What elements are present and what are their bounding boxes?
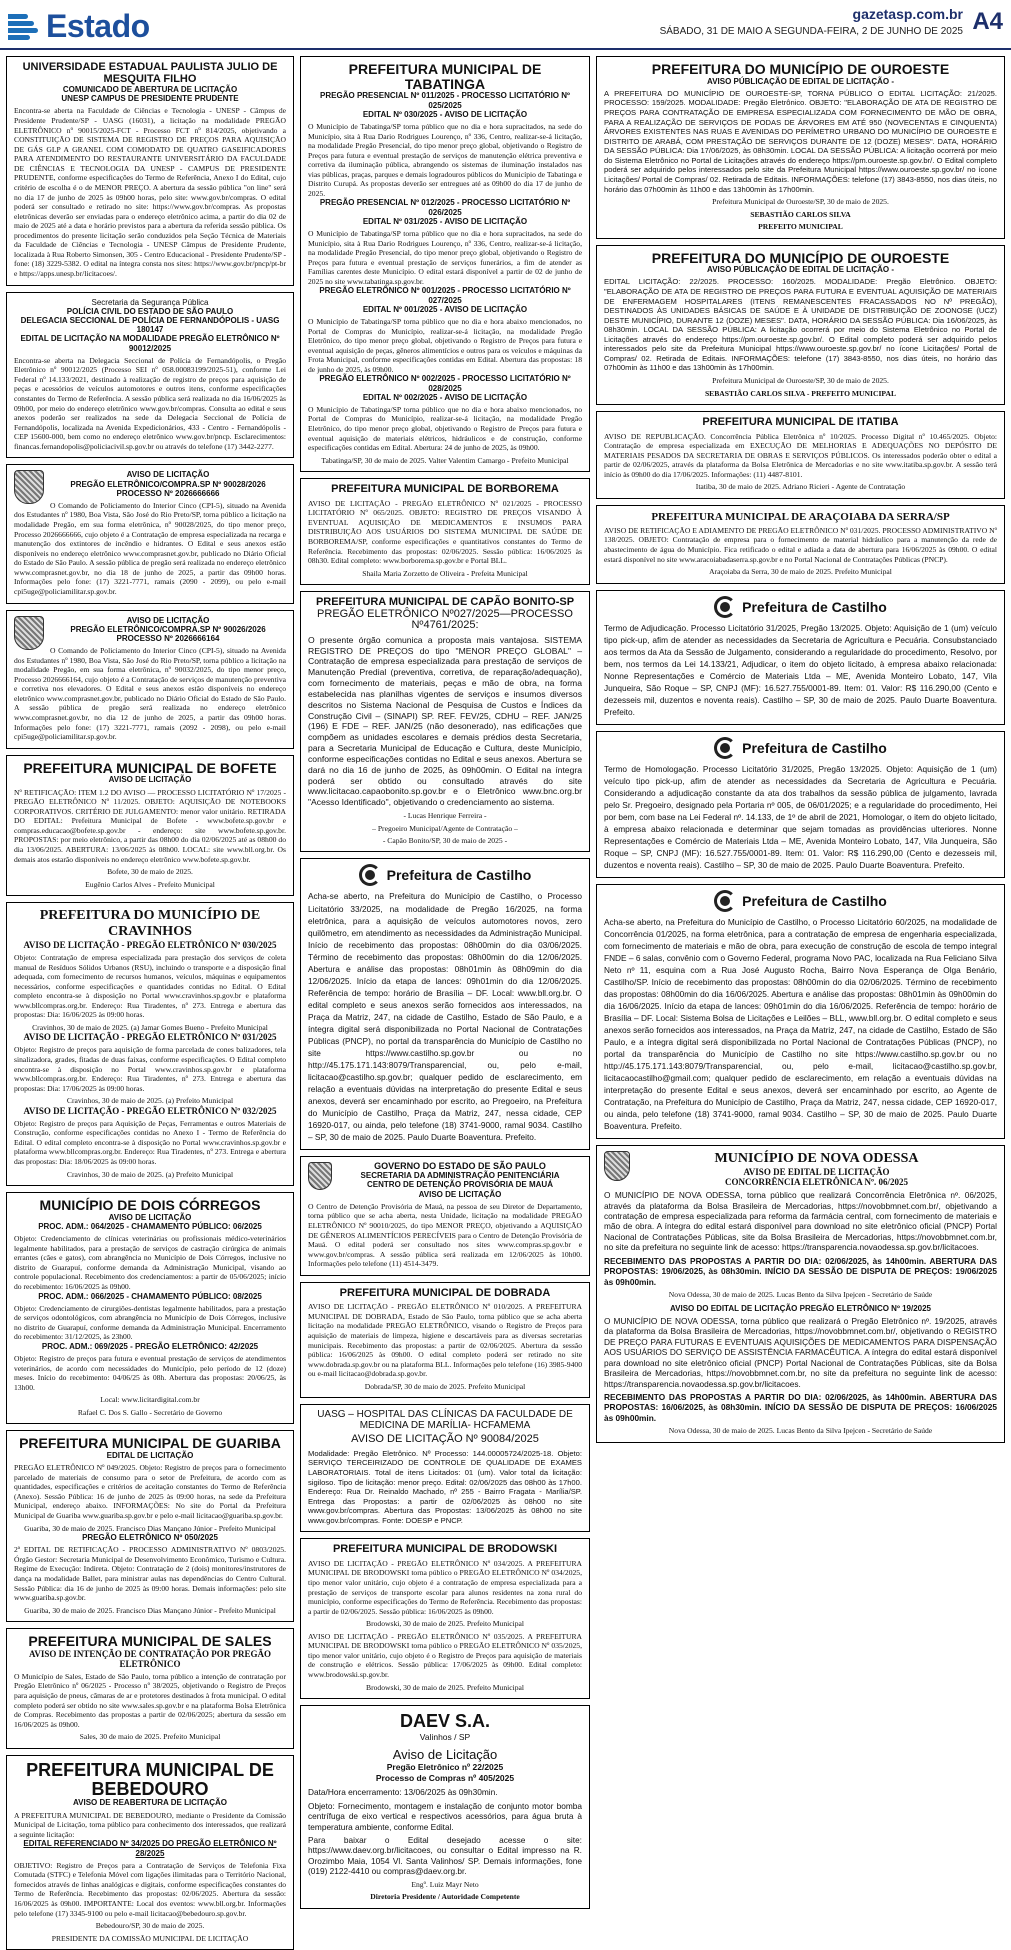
notice-signature: Cravinhos, 30 de maio de 2025. (a) Prefeito Municipal [66, 1169, 234, 1179]
notice-castilho-adjudicacao [596, 590, 1005, 725]
notice-title: PREFEITURA DO MUNICÍPIO DE CRAVINHOS [39, 908, 261, 940]
notice-signature: Tabatinga/SP, 30 de maio de 2025. Valter Valentim Camargo - Prefeito Municipal [321, 455, 569, 465]
castilho-logo-icon [714, 596, 736, 618]
notice-signature: Guariba, 30 de maio de 2025. Francisco Dias Mançano Júnior - Prefeito Municipal [24, 1523, 276, 1533]
notice-signature: – Pregoeiro Municipal/Agente de Contratação – [372, 823, 518, 833]
notice-ouroeste-2 [596, 245, 1005, 405]
notice-sales [6, 1628, 294, 1749]
castilho-logo-icon [714, 737, 736, 759]
notice-signature: Brodowski, 30 de maio de 2025. Prefeito Municipal [366, 1619, 524, 1629]
notice-title: Secretaria da Segurança Pública [91, 297, 209, 307]
notice-body: Objeto: Contratação de empresa especializada para prestação dos serviços de coleta manual de Resíduos Sólidos Urbanos (RSU), incluindo o transporte e a disposição final adequada, com fornecimento de recursos humanos, veículos, máquinas e equipamentos necessários, conforme especificações e quantidades contidas no Edital. O Edital completo encontra-se à disposição no Portal www.cravinhos.sp.gov.br e plataforma www.bllcompras.org.br. Endereço: Rua Tiradentes, nº 273. Entrega e abertura das propostas: Dia: 16/06/2025 às 09:00 horas. [14, 953, 286, 1020]
notice-body: Termo de Homologação. Processo Licitatório 31/2025, Pregão 13/2025. Objeto: Aquisição de 1 (um) veículo tipo pick-up, afim de atender as necessidades da Secretaria de Agricultura e Pecuária. Considerando a adjudicação constante da ata dos trabalhos da sessão pública de julgamento, lavrada pelo Sr. Pregoeiro, designado pela Portaria nº 005, de 06/01/2025; e a regularidade do procedimento, Hei por bem, com base na Lei Federal nº. 14.133, de 1º de abril de 2021, Homologar, o item do objeto licitado, à empresa abaixo relacionada e determinar que sejam tomadas as providências ulteriores. Nonne Representações e Comércio de Materiais Ltda – ME, Avenida Monteiro Lobato, 147, Vila Junqueira, São Roque – SP, CNPJ (MF): 16.527.755/0001-89. Item: 01. Valor: R$ 116.290,00 (Cento e dezesseis mil, duzentos e noventa reais). Castilho – SP, 30 de maio de 2025. Paulo Duarte Boaventura. Prefeito. [604, 763, 997, 870]
notice-signature: Nova Odessa, 30 de maio de 2025. Lucas Bento da Silva Ipejcen - Secretário de Saúde [668, 1290, 933, 1300]
site-url[interactable]: gazetasp.com.br [852, 6, 963, 22]
notice-title: AVISO DE LICITAÇÃO [126, 615, 210, 625]
notice-body: Objeto: Registro de preços para futura e eventual prestação de serviços de atendimentos veterinários, de acordo com necessidades do Município, pelo período de 12 (doze) meses. Início do recebimento: 04/06/25 às 08h. Abertura das propostas: 20/06/25, às 13h00. [14, 1354, 286, 1392]
notice-line: Processo de Compras nº 405/2025 [375, 1773, 515, 1784]
notice-body: Objeto: Registro de preços para Aquisição de Peças, Ferramentas e outros Materiais de Construção, conforme especificações contidas no Anexo I - Termo de Referência do Edital. O edital completo encontra-se à disposição no Portal www.cravinhos.sp.gov.br e plataforma www.bllcompras.org.br. Endereço: Rua Tiradentes, nº 273. Entrega e abertura das propostas: Dia: 18/06/2025 às 09:00 horas. [14, 1118, 286, 1167]
notice-subtitle: AVISO DO EDITAL DE LICITAÇÃO PREGÃO ELETRÔNICO Nº 19/2025 [669, 1303, 932, 1313]
notice-body: AVISO DE LICITAÇÃO - PREGÃO ELETRÔNICO Nº 034/2025. A PREFEITURA MUNICIPAL DE BRODOWSKI torna público o PREGÃO ELETRÔNICO Nº 034/2025, tipo menor valor unitário, cujo objeto é a contratação de empresa especializada para a prestação de serviços de transporte escolar para alunos residentes na zona rural do município, conforme especificações do Termo de Referência. Recebimento das propostas: a partir de 02/06/2025. Sessão pública: 16/06/2025 às 09h00. [308, 1558, 582, 1616]
notice-body: Objeto: Fornecimento, montagem e instalação de conjunto motor bomba centrífuga de eixo vertical e respectivos acessórios, para água bruta à temperatura ambiente, conforme Edital. [308, 1800, 582, 1832]
brand-name: Estado [46, 8, 150, 44]
notice-title: PREFEITURA MUNICIPAL DE BOFETE [23, 759, 277, 776]
notice-title: GOVERNO DO ESTADO DE SÃO PAULO [374, 1160, 546, 1171]
notice-body: AVISO DE LICITAÇÃO - PREGÃO ELETRÔNICO Nº 021/2025 - PROCESSO LICITATÓRIO Nº 065/2025. OBJETO: REGISTRO DE PREÇOS VISANDO À EVENTUAL AQUISIÇÃO DE MEDICAMENTOS E INSUMOS PARA DISTRIBUIÇÃO AOS USUÁRIOS DO SISTEMA MUNICIPAL DE SAÚDE DE BORBOREMA/SP, conforme especificações e quantitativos constantes do Termo de Referência. Recebimento das propostas: 02/06/2025. Sessão pública: 16/06/2025 às 08h30. Edital completo: www.borborema.sp.gov.br e Portal BLL. [308, 498, 582, 566]
notice-signature: Dobrada/SP, 30 de maio de 2025. Prefeito Municipal [364, 1381, 526, 1391]
city-crest-icon [604, 1151, 630, 1181]
notice-title: UNIVERSIDADE ESTADUAL PAULISTA JULIO DE MESQUITA FILHO [22, 61, 278, 85]
notice-body: O Centro de Detenção Provisória de Mauá, na pessoa de seu Diretor de Departamento, torna público que se acha aberta, nesta Unidade, licitação na modalidade PREGÃO ELETRÔNICO Nº 90010/2025, do tipo MENOR PREÇO, objetivando a AQUISIÇÃO DE GÊNEROS ALIMENTÍCIOS PERECÍVEIS para o Centro de Detenção Provisória de Mauá. O edital poderá ser consultado nos sites www.compras.sp.gov.br e www.gov.br/compras. A sessão pública será realizada em 12/06/2025 às 10h00. Informações pelo telefone (11) 4514-3479. [308, 1201, 582, 1269]
police-crest-icon [14, 616, 44, 650]
notice-body: O Município de Sales, Estado de São Paulo, torna público a intenção de contratação por Pregão Eletrônico nº 06/2025 - Processo nº 38/2025, objetivando o Registro de Preços para aquisição de pneus, câmaras de ar e protetores destinados à frota municipal. O edital completo poderá ser obtido no site www.sales.sp.gov.br e na plataforma Bolsa Eletrônica de Compras. Recebimento das propostas a partir de 02/06/2025; abertura da sessão em 16/06/2025 às 09h00. [14, 1671, 286, 1729]
notice-daev [300, 1705, 590, 1909]
notice-body: A PREFEITURA DO MUNICÍPIO DE OUROESTE-SP, TORNA PÚBLICO O EDITAL LICITAÇÃO: 21/2025. PROCESSO: 159/2025. MODALIDADE: Pregão Eletrônico. OBJETO: "ELABORAÇÃO DE ATA DE REGISTRO DE PREÇOS PARA CONTRATAÇÃO DE EMPRESA ESPECIALIZADA COM FORNECIMENTO DE MÃO DE OBRA, PARA A REALIZAÇÃO DE SERVIÇOS DE PODAS DE ÁRVORES EM ATÉ 950 (NOVECENTAS E CINQUENTA) ÁRVORES EXISTENTES NAS RUAS E AVENIDAS DO PERÍMETRO URBANO DO MUNICÍPIO DE OUROESTE E DISTRITO DE ARABÁ, COM PRESTAÇÃO DE SERVIÇOS DURANTE DE 12 (DOZE) MESES". DATA, HORÁRIO DA SESSÃO PÚBLICA: Dia 17/06/2025, às 08h30min. LOCAL DA SESSÃO PÚBLICA: A licitação ocorrerá por meio do Sistema Eletrônico no Portal de Licitações através do endereço https://pm.ouroeste.sp.gov.br/. O Edital completo poderá ser adquirido pelos interessados pelo site da Prefeitura Municipal https://www.ouroeste.sp.gov.br/ no ícone Licitações/ Portal de Compras/ 02. Retirada de Editais. INFORMAÇÕES: telefone (17) 3843-8550, nos dias úteis, no horário das 07h00min às 11h00 e das 13h00min às 17h00min. [604, 88, 997, 194]
notice-body: Termo de Adjudicação. Processo Licitatório 31/2025, Pregão 13/2025. Objeto: Aquisição de 1 (um) veículo tipo pick-up, afim de atender as necessidades da Secretaria de Agricultura e Pecuária. Consubstanciado aos termos da Ata da Sessão de Julgamento, considerando a regularidade do procedimento, Resolvo, por bem, nos termos da Lei 14.133/21, Adjudicar, o item do objeto licitado, à empresa abaixo relacionada: Nonne Representações e Comércio de Materiais Ltda – ME, Avenida Monteiro Lobato, 147, Vila Junqueira, São Roque – SP, CNPJ (MF): 16.527.755/0001-89. Item: 01. Valor: R$ 116.290,00 (Cento e dezesseis mil, duzentos e noventa reais). Castilho – SP, 30 de maio de 2025. Paulo Duarte Boaventura. Prefeito. [604, 622, 997, 717]
notice-subtitle: PROC. ADM.: 064/2025 - CHAMAMENTO PÚBLICO: 06/2025 [38, 1221, 262, 1231]
notice-subtitle: PREGÃO ELETRÔNICO Nº 050/2025 [82, 1533, 218, 1543]
notice-pm-2 [6, 610, 294, 749]
notice-hcfamema [300, 1404, 590, 1532]
notice-subtitle: PREGÃO ELETRÔNICO/COMPRA.SP Nº 90026/2026 [70, 624, 266, 634]
notice-body: Acha-se aberto, na Prefeitura do Município de Castilho, o Processo Licitatório 33/2025, na modalidade de Pregão 16/2025, na forma eletrônica, para a aquisição de veículos automotores novos, zero quilômetro, em atendimento as necessidades da Administração Municipal. Início de recebimento das propostas: 08h00min do dia 03/06/2025. Término de recebimento das propostas: 08h00min do dia 12/06/2025. Abertura e análise das propostas: 08h01min às 08h09min do dia 12/06/2025. Início da etapa de lances: 09h01min do dia 12/06/2025. Referência de tempo: horário de Brasília – DF. Local: www.bll.org.br. O edital completo e seus anexos serão fornecidos aos interessados, na Praça da Matriz, 247, na cidade de Castilho, Estado de São Paulo, e a íntegra digital será disponibilizada no Portal Nacional de Contratações Públicas (PNCP), no portal da transparência do Município de Castilho no site https://www.castilho.sp.gov.br ou no http://45.175.171.143:8079/Transparencial, ou, pelo e-mail, licitacao@castilho.sp.gov.br; qualquer pedido de esclarecimento, em relação a eventuais dúvidas na interpretação do presente Edital e seus anexos, deverá ser encaminhado por escrito, ao Pregoeiro, na Prefeitura do Município de Castilho, Praça da Matriz, 247, nessa cidade, CEP 16920-017, ou ainda, pelo telefone (18) 3741-9000, ramal 9034. Castilho – SP, 30 de maio de 2025. Paulo Duarte Boaventura. Prefeito. [308, 891, 582, 1142]
notice-signature: Guariba, 30 de maio de 2025. Francisco Dias Mançano Júnior - Prefeito Municipal [24, 1605, 276, 1615]
page-number: A4 [972, 8, 1003, 35]
notice-title: AVISO DE LICITAÇÃO [126, 470, 210, 480]
notice-subtitle: AVISO DE LICITAÇÃO [418, 1189, 502, 1199]
castilho-logo-icon [714, 890, 736, 912]
notice-body: AVISO DE REPUBLICAÇÃO. Concorrência Pública Eletrônica nº 10/2025. Processo Digital nº 10.465/2025. Objeto: Contratação de empresa especializada em EXECUÇÃO DE MELHORIAS E ADEQUAÇÕES NO DEPÓSITO DE MATERIAIS PESADOS DA SECRETARIA DE OBRAS E SERVIÇOS PÚBLICOS. Os interessados poderão obter o edital a partir de 02/06/2025, através da plataforma da Bolsa Eletrônica de Mercadorias e no site www.itatiba.sp.gov.br. A sessão terá início às 09h00 do dia 17/06/2025. Informações: (11) 4487-8101. [604, 431, 997, 479]
notice-nova-odessa [596, 1145, 1005, 1443]
notice-seguranca [6, 292, 294, 459]
notice-title: UASG – HOSPITAL DAS CLÍNICAS DA FACULDADE DE MEDICINA DE MARÍLIA- HCFAMEMA [317, 1409, 573, 1431]
notice-subtitle: PREGÃO ELETRÔNICO Nº 002/2025 - PROCESSO LICITATÓRIO Nº 028/2025 [319, 374, 571, 393]
notice-dobrada [300, 1282, 590, 1399]
state-crest-icon [308, 1162, 332, 1190]
notice-brodowski [300, 1538, 590, 1699]
notice-signature: Rafael C. Dos S. Gallo - Secretário de Governo [77, 1407, 223, 1417]
notice-subtitle: COMUNICADO DE ABERTURA DE LICITAÇÃO [62, 85, 238, 95]
notice-guariba [6, 1430, 294, 1622]
notice-subtitle: EDITAL DE LICITAÇÃO NA MODALIDADE PREGÃO ELETRÔNICO Nº 90012/2025 [20, 334, 280, 353]
notice-title: Prefeitura de Castilho [742, 892, 887, 909]
police-crest-icon [14, 470, 44, 504]
notice-signature: Diretoria Presidente / Autoridade Competente [370, 1892, 520, 1902]
notice-signature: PREFEITO MUNICIPAL [758, 222, 843, 232]
notice-castilho-homologacao [596, 731, 1005, 878]
notice-body: Objeto: Credenciamento de cirurgiões-dentistas legalmente habilitados, para a prestação de serviços odontológicos, com abrangência no Município de Dois Córregos, inclusive no distrito de Guarapuí, conforme demanda da Administração Municipal. Encerramento do recebimento: 31/12/2025, às 23h00. [14, 1303, 286, 1342]
notice-subtitle: AVISO DE LICITAÇÃO - PREGÃO ELETRÔNICO Nº 031/2025 [23, 1032, 277, 1043]
notice-subtitle: CONCORRÊNCIA ELETRÔNICA Nº. 06/2025 [725, 1177, 908, 1188]
notice-title: PREFEITURA DO MUNICÍPIO DE OUROESTE [651, 61, 950, 77]
notice-body: O MUNICÍPIO DE NOVA ODESSA, torna público que realizará Concorrência Eletrônica nº. 06/2025, através da plataforma da Bolsa Brasileira de Mercadorias, https://novobbmnet.com.br/, objetivando a contratação de empresa especializada para reforma da farmácia central, com fornecimento de materiais e mão de obra. A íntegra do edital estará disponível para download no site eletrônico oficial (PNCP) Portal Nacional de Contratações Públicas, site da Bolsa Brasileira de Mercadorias, https://novobbmnet.com.br, no site da prefeitura no seguinte link de acesso: https://transparencia.novaodessa.sp.gov.br/licitacoes. [604, 1190, 997, 1253]
notice-signature: SEBASTIÃO CARLOS SILVA - PREFEITO MUNICIPAL [704, 388, 897, 398]
notice-ouroeste-1 [596, 56, 1005, 239]
castilho-logo-icon [359, 864, 381, 886]
notice-subtitle: EDITAL Nº 002/2025 - AVISO DE LICITAÇÃO [362, 392, 528, 402]
notice-body: EDITAL LICITAÇÃO: 22/2025. PROCESSO: 160/2025. MODALIDADE: Pregão Eletrônico. OBJETO: "ELABORAÇÃO DE ATA DE REGISTRO DE PREÇOS PARA FUTURA E EVENTUAL AQUISIÇÃO DE MATERIAIS DE ENFERMAGEM HOSPITALARES (ITENS REMANESCENTES FRACASSADOS NO Nº PREGÃO), DESTINADOS ÀS UNIDADES BÁSICAS DE SAÚDE E À UNIDADE DE DISTRIBUIÇÃO DE ZOONOSE (UCZ) DESTE MUNICÍPIO, DURANTE 12 (DOZE) MESES". DATA, HORÁRIO DA SESSÃO PÚBLICA: Dia 16/06/2025, às 08h30min. LOCAL DA SESSÃO PÚBLICA: A licitação ocorrerá por meio do Sistema Eletrônico no Portal de Licitações através do endereço https://pm.ouroeste.sp.gov.br/. O Edital completo poderá ser adquirido pelos interessados pelo site da Prefeitura Municipal https://www.ouroeste.sp.gov.br/ no ícone Licitações/ Portal de Compras/ 02. Retirada de Editais. INFORMAÇÕES: telefone (17) 3843-8550, nos dias úteis, no horário das 07h00min às 11h00 e das 13h00min às 17h00min. [604, 277, 997, 373]
notice-body: RECEBIMENTO DAS PROPOSTAS A PARTIR DO DIA: 02/06/2025, às 14h00min. ABERTURA DAS PROPOSTAS: 16/06/2025, às 08h30min. INÍCIO DA SESSÃO DE DISPUTA DE PREÇOS: 16/06/2025 às 09h00min. [604, 1392, 997, 1423]
notice-body: A PREFEITURA MUNICIPAL DE BEBEDOURO, mediante o Presidente da Comissão Municipal de Licitação, torna público para conhecimento dos interessados, que realizará a seguinte licitação: [14, 1810, 286, 1839]
notice-subtitle: POLÍCIA CIVIL DO ESTADO DE SÃO PAULO [66, 306, 234, 316]
notice-signature: Eugênio Carlos Alves - Prefeito Municipal [85, 879, 215, 889]
notice-title: PREFEITURA MUNICIPAL DE SALES [28, 1633, 272, 1650]
notice-title: PREFEITURA DO MUNICÍPIO DE OUROESTE [651, 249, 950, 266]
notice-unesp [6, 56, 294, 286]
notice-subtitle: AVISO DE EDITAL DE LICITAÇÃO [743, 1167, 890, 1178]
notice-signature: Itatiba, 30 de maio de 2025. Adriano Ricieri - Agente de Contratação [695, 482, 906, 492]
notice-signature: Brodowski, 30 de maio de 2025. Prefeito Municipal [366, 1682, 524, 1692]
notice-body: Para baixar o Edital desejado acesse o site: https://www.daev.org.br/licitacoes, ou consultar o Edital impresso na R. Orozimbo Maia, 1054 Vl. Santa Valinhos/ SP. Demais informações, fone (019) 2122-4410 ou compras@daev.org.br. [308, 1834, 582, 1877]
notice-body: O MUNICÍPIO DE NOVA ODESSA, torna público que realizará o Pregão Eletrônico nº. 19/2025, através da plataforma da Bolsa Brasileira de Mercadorias, https://novobbmnet.com.br/, objetivando o REGISTRO DE PREÇO PARA FUTURAS E EVENTUAIS AQUISIÇÕES DE MEDICAMENTOS PARA DISPENSAÇÃO AOS USUÁRIOS DO SERVIÇO DE ASSISTÊNCIA FARMACÊUTICA. A íntegra do edital estará disponível para download no site eletrônico oficial (PNCP) Portal Nacional de Contratações Públicas, site da Bolsa Brasileira de Mercadorias, https://novobbmnet.com.br, no site da prefeitura no seguinte link de acesso: https://transparencia.novaodessa.sp.gov.br/licitacoes. [604, 1315, 997, 1389]
notice-title: PREFEITURA MUNICIPAL DE GUARIBA [19, 1435, 281, 1452]
notice-subtitle: AVISO DE LICITAÇÃO [108, 1212, 192, 1222]
notice-dois-corregos [6, 1192, 294, 1424]
notice-subtitle: EDITAL REFERENCIADO Nº 34/2025 DO PREGÃO ELETRÔNICO Nº 28/2025 [23, 1839, 277, 1858]
notice-title: Prefeitura de Castilho [386, 867, 532, 884]
notice-signature: - Lucas Henrique Ferreira - [403, 811, 487, 821]
notice-title: PREFEITURA MUNICIPAL DE ARAÇOIABA DA SERRA/SP [651, 510, 950, 523]
notice-title: PREFEITURA MUNICIPAL DE CAPÃO BONITO-SP [315, 596, 575, 609]
notice-signature: - Capão Bonito/SP, 30 de maio de 2025 - [382, 836, 508, 845]
notice-bebedouro [6, 1755, 294, 1950]
notice-signature: Cravinhos, 30 de maio de 2025. (a) Jamar Gomes Bueno - Prefeito Municipal [32, 1023, 268, 1032]
notice-subtitle: AVISO DE REABERTURA DE LICITAÇÃO [72, 1798, 228, 1808]
notice-title: PREFEITURA MUNICIPAL DE BORBOREMA [331, 483, 559, 496]
notice-body: O presente órgão comunica a proposta mais vantajosa. SISTEMA REGISTRO DE PREÇOS do tipo "MENOR PREÇO GLOBAL" – Contratação de empresa especializada para prestação de serviços de Manutenção Predial (preventiva, corretiva, de reparação/adequação), com fornecimento de materiais, peças e mão de obra, na forma estabelecida nas planilhas vigentes de serviços e insumos diversos descritos no Sistema Nacional de Pesquisa de Custos e Índices da Construção Civil – (SINAPI) SP. REF. FEV/25, CDHU – REF. JAN/25 (196) E FDE – REF. JAN/25 (não desonerado), nas edificações que compõem as unidades escolares e demais prédios desta Secretaria, para a Secretaria Municipal de Educação e Cultura, deste Município, conforme especificações contidas no Edital e seus anexos. Abertura se dará no dia 16 de junho de 2025, às 09h00min. O Edital na íntegra poderá ser obtido ou consultado através do site www.licitacao.capaobonito.sp.gov.br e o Eletrônico www.bnc.org.br "Acesso Identificado", objetivando o credenciamento ao sistema. [308, 634, 582, 808]
notice-castilho-pregao [300, 858, 590, 1149]
castilho-header [604, 737, 997, 759]
notice-body: AVISO DE LICITAÇÃO - PREGÃO ELETRÔNICO Nº 010/2025. A PREFEITURA MUNICIPAL DE DOBRADA, Estado de São Paulo, torna público que se acha aberta licitação na modalidade PREGÃO ELETRÔNICO, visando o Registro de Preços para aquisição de materiais de limpeza, higiene e descartáveis para as diversas secretarias municipais. Recebimento das propostas: a partir de 02/06/2025. Abertura da sessão pública: 16/06/2025 às 09h00. O edital completo poderá ser retirado no site www.dobrada.sp.gov.br ou na plataforma BLL. Informações pelo telefone (16) 3985-9400 ou e-mail licitacao@dobrada.sp.gov.br. [308, 1302, 582, 1379]
notice-title: Prefeitura de Castilho [742, 598, 887, 615]
notice-body: Encontra-se aberta na Delegacia Seccional de Polícia de Fernandópolis, o Pregão Eletrônico nº 90012/2025 (Processo SEI nº 058.00083199/2025-51), conforme Lei Federal nº 14.133/2021, destinado à realização de registro de preços para aquisição de peças e acessórios de veículos automotores e outros itens, conforme especificações constantes do Termo de Referência. A sessão pública será realizada no dia 16/06/2025 às 09h00, por meio do endereço eletrônico www.gov.br/compras. Consulta ao edital e seus anexos poderão ser realizados na sede da Delegacia Seccional de Polícia de Fernandópolis, localizada na Avenida Expedicionários, 433 - Centro - Fernandópolis - CEP 15600-000, bem como no endereço eletrônico www.gov.br/pncp. Esclarecimentos: financas.fernandopolis@policiacivil.sp.gov.br ou através do telefone (17) 3442-2277. [14, 355, 286, 451]
notice-signature: Araçoiaba da Serra, 30 de maio de 2025. Prefeito Municipal [709, 567, 892, 577]
notice-subtitle: PREGÃO PRESENCIAL Nº 012/2025 - PROCESSO LICITATÓRIO Nº 026/2025 [319, 198, 571, 217]
notice-body: PREGÃO ELETRÔNICO Nº 049/2025. Objeto: Registro de preços para o fornecimento parcelado de materiais de consumo para o setor de Prefeitura, de acordo com as quantidades, especificações e critérios de aceitação constantes do Termo de Referência (Anexo). Sessão Pública: 16 de junho de 2025 às 09:00 horas, na sede da Prefeitura Municipal, endereço abaixo. INFORMAÇÕES: No site do Portal da Prefeitura Municipal de Guariba www.guariba.sp.gov.br e pelo e-mail licitacao@guariba.sp.gov.br. [14, 1463, 286, 1521]
notice-signature: Sales, 30 de maio de 2025. Prefeito Municipal [79, 1732, 221, 1742]
brand[interactable] [8, 8, 150, 45]
notice-body: O Município de Tabatinga/SP torna público que no dia e hora abaixo mencionados, no Portal de Compras do Município, realizar-se-á licitação, na modalidade Pregão Eletrônico, do tipo menor preço global, objetivando o Registro de Preços para futura e eventual aquisição de peças, gêneros alimentícios e outros para os veículos e máquinas da Frota Municipal, conforme especificações contidas em Edital. Abertura das propostas: 18 de junho de 2025, às 09h00. [308, 316, 582, 374]
notice-body: O Município de Tabatinga/SP torna público que no dia e hora supracitados, na sede do Município, sita à Rua Dario Rodrigues Lourenço, nº 336, Centro, realizar-se-á licitação, na modalidade Pregão Presencial, do tipo menor preço global, objetivando o Registro de Preços para futura e eventual prestação de serviços de manutenção elétrica preventiva e corretiva da iluminação pública, abrangendo os sistemas de iluminação instalados nas vias públicas, praças, parques e demais logradouros públicos do Município de Tabatinga e Distrito Curupá. As propostas deverão ser entregues até as 09h00 do dia 17 de junho de 2025. [308, 121, 582, 198]
notice-bofete [6, 755, 294, 896]
column-middle [300, 56, 590, 1902]
notice-subtitle: Aviso de Licitação [392, 1747, 498, 1763]
notice-subtitle: UNESP CAMPUS DE PRESIDENTE PRUDENTE [61, 94, 239, 104]
notice-body: O Comando de Policiamento do Interior Cinco (CPI-5), situado na Avenida dos Estudantes nº 1980, Boa Vista, São José do Rio Preto/SP, torna público a licitação na modalidade Pregão, em sua forma eletrônica, nº 90028/2025, do tipo menor preço, Processo 2026666666, cujo objeto é a Contratação de empresa especializada na recarga e manutenção dos extintores de incêndio e hidrantes. O Edital e seus anexos estão disponíveis no endereço eletrônico www.comprasnet.gov.br, publicado no Diário Oficial do Estado de São Paulo. A sessão pública de pregão será realizada no endereço eletrônico www.comprasnet.gov.br, no dia 18 de junho de 2025, a partir das 09h00 horas. Informações pelo fone: (17) 3221-7771, ramais (2090 - 2099), ou pelo e-mail cpi5uge@policiamilitar.sp.gov.br. [14, 500, 286, 596]
notice-body: Data/Hora encerramento: 13/06/2025 às 09h30min. [308, 1787, 498, 1798]
notice-body: 2ª EDITAL DE RETIFICAÇÃO - PROCESSO ADMINISTRATIVO Nº 0803/2025. Órgão Gestor: Secretaria Municipal de Desenvolvimento Econômico, Turismo e Cultura. Regime de Execução: Indireta. Objeto: Contratação de 2 (dois) monitores/instrutores de dança na modalidade Ballet, para ministrar aulas nas dependências do Centro Cultural. Sessão Pública: dia 16 de junho de 2025 às 09:00 horas. Demais informações: pelo site www.guariba.sp.gov.br. [14, 1545, 286, 1603]
notice-subtitle: CENTRO DE DETENÇÃO PROVISÓRIA DE MAUÁ [367, 1180, 553, 1190]
notice-body: OBJETIVO: Registro de Preços para a Contratação de Serviços de Telefonia Fixa Comutada (STFC) e Telefonia Móvel com ligações ilimitadas para o Território Nacional, fornecidos através de linhas analógicas e digitais, conforme especificações constantes do Termo de Referência. Recebimento das propostas: 02/06/2025. Abertura da sessão: 16/06/2025 às 09h00. IMPORTANTE: Local dos eventos: www.bll.org.br. Informações pelo telefone (17) 3345-9100 ou pelo e-mail licitacao@bebedouro.sp.gov.br. [14, 1860, 286, 1918]
column-right [596, 56, 1005, 1780]
notice-subtitle: PREGÃO ELETRÔNICO Nº027/2025—PROCESSO Nº4761/2025: [317, 607, 573, 632]
notice-subtitle: AVISO DE LICITAÇÃO [108, 775, 192, 785]
notice-signature: Bofete, 30 de maio de 2025. [107, 867, 193, 877]
notice-body: O Comando de Policiamento do Interior Cinco (CPI-5), situado na Avenida dos Estudantes nº 1980, Boa Vista, São José do Rio Preto/SP, torna público a licitação na modalidade Pregão, em sua forma eletrônica, nº 90032/2025, do tipo menor preço, Processo 2026666164, cujo objeto é a Contratação de serviços de manutenção preventiva e corretiva nos elevadores. O Edital e seus anexos estão disponíveis no endereço eletrônico www.comprasnet.gov.br, publicado no Diário Oficial do Estado de São Paulo. A sessão pública de pregão será realizada no endereço eletrônico www.comprasnet.gov.br, no dia 12 de junho de 2025, a partir das 09h00 horas. Informações pelo fone: (17) 3221-7771, ramais (2092 - 2098), ou pelo e-mail cpi5uge@policiamilitar.sp.gov.br. [14, 646, 286, 742]
notice-pm-1 [6, 464, 294, 603]
notice-subtitle: SECRETARIA DA ADMINISTRAÇÃO PENITENCIÁRIA [360, 1171, 560, 1181]
masthead [0, 0, 1011, 50]
notice-signature: SEBASTIÃO CARLOS SILVA [750, 209, 851, 219]
notice-body: Acha-se aberto, na Prefeitura do Município de Castilho, o Processo Licitatório 60/2025, na modalidade de Concorrência 01/2025, na forma eletrônica, para a contratação de empresa de engenharia especializada, com fornecimento de materiais e mão de obra, para execução de construção de escola de tempo integral FNDE – 6 salas, convênio com o Governo Federal, programa Novo PAC, localizada na Rua Feliciano Silva Neto nº 11, esquina com a Rua José Augusto Rocha, Bairro Nova Esperança de Olga Benário, Castilho/SP. Início de recebimento das propostas: 08h00min do dia 02/06/2025. Término de recebimento das propostas: 08h00min do dia 16/06/2025. Abertura e análise das propostas: 08h01min às 09h00min do dia 16/06/2025. Início da etapa de lances: 09h01min do dia 16/06/2025. Referência de tempo: horário de Brasília – DF. Local: Sistema Bolsa de Licitações e Leilões – BLL, www.bll.org.br. O edital completo e seus anexos serão fornecidos aos interessados, na Praça da Matriz, 247, na cidade de Castilho, Estado de São Paulo, e a íntegra digital será disponibilizada no Portal Nacional de Contratações Públicas (PNCP), no portal da transparência do Município de Castilho no site https://www.castilho.sp.gov.br ou no http://45.175.171.143:8079/Transparencial, ou, pelo e-mail, licitacao@castilho.sp.gov.br, licitacaocastilho@gmail.com; qualquer pedido de esclarecimento, em relação a eventuais dúvidas na interpretação do presente Edital e seus anexos, deverá ser encaminhado por escrito, ao Agente de Contratação, na Prefeitura do Município de Castilho, Praça da Matriz, 247, nessa cidade, CEP 16920-017, ou ainda, pelo telefone (18) 3741-9000, ramal 9034. Castilho – SP, 30 de maio de 2025. Paulo Duarte Boaventura. Prefeito. [604, 916, 997, 1132]
notice-subtitle: PREGÃO PRESENCIAL Nº 011/2025 - PROCESSO LICITATÓRIO Nº 025/2025 [320, 91, 570, 110]
notice-title: PREFEITURA MUNICIPAL DE ITATIBA [702, 415, 899, 428]
notice-governo-sp [300, 1156, 590, 1276]
notice-city: Valinhos / SP [419, 1732, 471, 1743]
notice-body: O Município de Tabatinga/SP torna público que no dia e hora supracitados, na sede do Município, sita à Rua Dario Rodrigues Lourenço, nº 336, Centro, realizar-se-á licitação, na modalidade Pregão Presencial, do tipo menor preço global, objetivando o Registro de Preços para futura e eventual prestação de serviços funerários, a fim de atender as Famílias carentes deste Município. O edital estará disponível a partir de 02 de junho de 2025 no site www.tabatinga.sp.gov.br. [308, 229, 582, 286]
column-left [6, 56, 294, 1943]
notice-subtitle: PROCESSO Nº 2026666666 [116, 488, 220, 498]
notice-body: Encontra-se aberta na Faculdade de Ciências e Tecnologia - UNESP - Câmpus de Presidente Prudente/SP - UASG (16031), a licitação na modalidade PREGÃO ELETRÔNICO nº 90015/2025-FCT - Processo FCT nº 814/2025, objetivando a CONSTITUIÇÃO DE SISTEMA DE REGISTRO DE PREÇOS PARA AQUISIÇÃO DE GÁS GLP A GRANEL COM COMODATO DE QUATRO GASEIFICADORES PARA ATENDIMENTO DO RESTAURANTE UNIVERSITÁRIO DA FACULDADE DE CIÊNCIAS E TECNOLOGIA DA UNESP - CAMPUS DE PRESIDENTE PRUDENTE, conforme especificações do Termo de Referência, Anexo I do Edital, cujo critério de escolha é o de MENOR PREÇO. A abertura da sessão pública "on line" será no dia 17 de junho de 2025 às 09h00 horas, pelo site: www.gov.br/compras. O edital poderá ser consultado e retirado no site: https://www.gov.br/compras. As propostas eletrônicas deverão ser enviadas para o endereço eletrônico acima, a partir do dia 02 de maio de 2025 até a data e horário previstos para a abertura da referida sessão pública. Os procedimentos do presente licitação serão conduzidos pela Seção Técnica de Materiais da Faculdade de Ciências e Tecnologia - UNESP Câmpus de Presidente Prudente, localizada à Rua Roberto Simonsen, 305 - Centro Educacional - Presidente Prudente/SP - fone: (18) 3229-5382. O edital na íntegra consta nos sites: https://www.gov.br/pncp/pt-br e https://apps.unesp.br/licitacoes/. [14, 106, 286, 279]
notice-subtitle: AVISO DE LICITAÇÃO - PREGÃO ELETRÔNICO Nº 030/2025 [23, 940, 277, 951]
brand-logo-icon [8, 12, 42, 42]
notice-signature: Prefeitura Municipal de Ouroeste/SP, 30 de maio de 2025. [712, 197, 889, 207]
notice-subtitle: PREGÃO ELETRÔNICO Nº 001/2025 - PROCESSO LICITATÓRIO Nº 027/2025 [319, 286, 571, 305]
notice-subtitle: EDITAL Nº 030/2025 - AVISO DE LICITAÇÃO [362, 109, 528, 119]
notice-body: Objeto: Credenciamento de clínicas veterinárias ou profissionais médico-veterinários legalmente habilitados, para a prestação de serviços de castração cirúrgica de animais errantes (cães e gatos), com abrangência no Município de Dois Córregos, inclusive no distrito de Guarapuí, conforme demanda da Administração Municipal, visando ao controle populacional. Recebimento dos credenciamentos: a partir de 05/06/2025; início do recebimento: 16/06/2025 às 09h00. [14, 1234, 286, 1291]
notice-subtitle: AVISO DE LICITAÇÃO Nº 90084/2025 [351, 1433, 539, 1446]
notice-title: PREFEITURA MUNICIPAL DE DOBRADA [339, 1286, 551, 1299]
notice-body: AVISO DE RETIFICAÇÃO E ADIAMENTO DE PREGÃO ELETRÔNICO Nº 031/2025. PROCESSO ADMINISTRATIVO Nº 138/2025. OBJETO: Contratação de empresa para o fornecimento de material hidráulico para a manutenção da rede de abastecimento de água do Município. Fica retificado o edital e adiada a data de abertura para 16/06/2025 às 09h00. O edital estará disponível no site www.aracoiabadaserra.sp.gov.br e no Portal Nacional de Contratações Públicas (PNCP). [604, 525, 997, 564]
notice-signature: Prefeitura Municipal de Ouroeste/SP, 30 de maio de 2025. [712, 376, 889, 386]
castilho-header [604, 890, 997, 912]
notice-borborema [300, 478, 590, 585]
notice-title: PREFEITURA MUNICIPAL DE TABATINGA [348, 61, 542, 92]
notice-cravinhos [6, 902, 294, 1186]
notice-castilho-concorrencia [596, 884, 1005, 1139]
notice-signature: Bebedouro/SP, 30 de maio de 2025. [95, 1921, 205, 1931]
notice-signature: Local: www.licitardigital.com.br [100, 1395, 200, 1405]
notice-signature: Cravinhos, 30 de maio de 2025. (a) Prefeito Municipal [66, 1096, 234, 1106]
notice-title: MUNICÍPIO DE DOIS CÓRREGOS [39, 1197, 261, 1214]
notice-body: AVISO DE LICITAÇÃO - PREGÃO ELETRÔNICO Nº 035/2025. A PREFEITURA MUNICIPAL DE BRODOWSKI torna público o PREGÃO ELETRÔNICO Nº 035/2025, tipo menor valor unitário, cujo objeto é o Registro de Preços para aquisição de materiais de construção e elétricos. Sessão pública: 17/06/2025 às 09h00. Edital completo: www.brodowski.sp.gov.br. [308, 1631, 582, 1679]
notice-subtitle: PROCESSO Nº 2026666164 [116, 633, 220, 643]
notice-signature: Shaila Maria Zorzetto de Oliveira - Prefeita Municipal [362, 568, 528, 578]
dateline: SÁBADO, 31 DE MAIO A SEGUNDA-FEIRA, 2 DE JUNHO DE 2025 [659, 26, 963, 37]
notice-subtitle: AVISO PÚBLICAÇÃO DE EDITAL DE LICITAÇÃO - [707, 76, 894, 86]
notice-subtitle: DELEGACIA SECCIONAL DE POLÍCIA DE FERNANDÓPOLIS - UASG 180147 [20, 315, 280, 335]
notice-subtitle: AVISO PÚBLICAÇÃO DE EDITAL DE LICITAÇÃO - [707, 265, 894, 275]
notice-subtitle: EDITAL DE LICITAÇÃO [106, 1451, 194, 1461]
notice-subtitle: PROC. ADM.: 069/2025 - PREGÃO ELETRÔNICO: 42/2025 [41, 1341, 259, 1351]
notice-title: PREFEITURA MUNICIPAL DE BRODOWSKI [332, 1543, 558, 1556]
notice-signature: Nova Odessa, 30 de maio de 2025. Lucas Bento da Silva Ipejcen - Secretário de Saúde [668, 1426, 933, 1436]
notice-body: Objeto: Registro de preços para aquisição de forma parcelada de cones balizadores, tela sinalizadora, grades, fitadas de duas faixas, conforme especificações. O Edital completo encontra-se à disposição no Portal www.cravinhos.sp.gov.br e plataforma www.bllcompras.org.br. Endereço: Rua Tiradentes, nº 273. Entrega e abertura das propostas: Dia: 17/06/2025 às 09:00 horas. [14, 1045, 286, 1093]
notice-subtitle: AVISO DE LICITAÇÃO - PREGÃO ELETRÔNICO Nº 032/2025 [23, 1105, 277, 1116]
notice-title: MUNICÍPIO DE NOVA ODESSA [714, 1151, 919, 1167]
notice-subtitle: AVISO DE INTENÇÃO DE CONTRATAÇÃO POR PREGÃO ELETRÔNICO [28, 1648, 272, 1669]
notice-subtitle: EDITAL Nº 031/2025 - AVISO DE LICITAÇÃO [362, 216, 528, 226]
notice-subtitle: PROC. ADM.: 066/2025 - CHAMAMENTO PÚBLICO: 08/2025 [38, 1291, 262, 1301]
notice-body: RECEBIMENTO DAS PROPOSTAS A PARTIR DO DIA: 02/06/2025, às 14h00min. ABERTURA DAS PROPOSTAS: 19/06/2025, às 08h30min. INÍCIO DA SESSÃO DE DISPUTA DE PREÇOS: 19/06/2025 às 09h00min. [604, 1255, 997, 1287]
notice-aracoiaba [596, 505, 1005, 584]
notice-body: Nº RETIFICAÇÃO: ITEM 1.2 DO AVISO — PROCESSO LICITATÓRIO Nº 17/2025 - PREGÃO ELETRÔNICO Nº 11/2025. OBJETO: AQUISIÇÃO DE NOTEBOOKS CORPORATIVOS. CRITÉRIO DE JULGAMENTO: menor valor unitário. RETIRADA DO EDITAL: Prefeitura Municipal de Bofete - www.bofete.sp.gov.br e compras.educacao@bofete.sp.gov.br - endereço: site www.bofete.sp.gov.br. PROPOSTAS: por meio eletrônico, a partir das 08h00 do dia 02/06/2025 até as 08h00 do dia 13/06/2025. ABERTURA: 13/06/2025 às 08h00. LOCAL: site www.bll.org.br. Os demais atos estarão disponíveis no endereço eletrônico www.bofete.sp.gov.br. [14, 787, 286, 864]
castilho-header [308, 864, 582, 886]
castilho-header [604, 596, 997, 618]
notice-signature: PRESIDENTE DA COMISSÃO MUNICIPAL DE LICITAÇÃO [51, 1933, 249, 1943]
notice-capao-bonito [300, 591, 590, 852]
notice-line: Pregão Eletrônico nº 22/2025 [386, 1762, 504, 1773]
notice-subtitle: PREGÃO ELETRÔNICO/COMPRA.SP Nº 90028/2026 [70, 479, 266, 489]
notice-body: Modalidade: Pregão Eletrônico. Nº Processo: 144.00005724/2025-18. Objeto: SERVIÇO TERCEIRIZADO DE CONTROLE DE QUALIDADE DE EXAMES LABORATORIAIS. Total de itens Licitados: 01 (um). Valor total da licitação: sigiloso. Tipo de licitação: menor preço. Edital: 02/06/2025 das 08h00 às 17h00. Endereço: Rua Dr. Reinaldo Machado, nº 255 - Bairro Fragata - Marília/SP. Entrega das Propostas: a partir de 02/06/2025 às 08h00 no site www.gov.br/compras. Abertura das Propostas: 13/06/2025 às 08h00 no site www.gov.br/compras. Fonte: DOESP e PNCP. [308, 1448, 582, 1525]
notice-tabatinga [300, 56, 590, 472]
notice-itatiba [596, 411, 1005, 499]
notice-body: O Município de Tabatinga/SP torna público que no dia e hora abaixo mencionados, no Portal de Compras do Município, realizar-se-á licitação, na modalidade Pregão Eletrônico, do tipo menor preço global, objetivando o Registro de Preços para futura e eventual aquisição de materiais elétricos, hidráulicos e de construção, conforme especificações contidas em Edital. Abertura: 24 de junho de 2025, às 09h00. [308, 404, 582, 453]
notice-signature: Engº. Luiz Mayr Neto [411, 1879, 479, 1889]
notice-title: PREFEITURA MUNICIPAL DE BEBEDOURO [26, 1759, 274, 1799]
notice-title: Prefeitura de Castilho [742, 739, 887, 756]
notice-title: DAEV S.A. [399, 1711, 491, 1732]
notice-subtitle: EDITAL Nº 001/2025 - AVISO DE LICITAÇÃO [362, 304, 528, 314]
